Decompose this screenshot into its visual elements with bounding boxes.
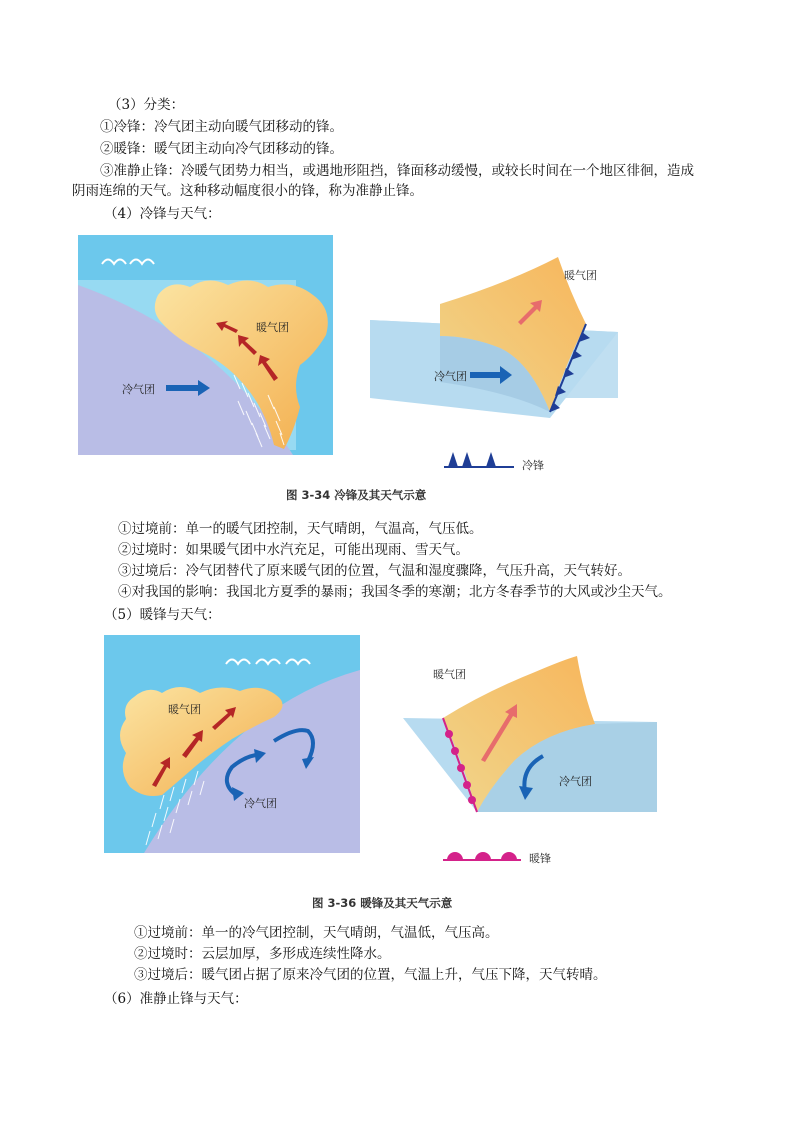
cold-front-cross-section-diagram <box>78 235 333 455</box>
figure-3-34-caption: 图 3-34 冷锋及其天气示意 <box>286 488 427 502</box>
section3-item-cold-front: ①冷锋：冷气团主动向暖气团移动的锋。 <box>100 119 343 135</box>
warm-front-legend-symbol <box>447 852 517 860</box>
warm-air-label: 暖气团 <box>256 321 289 334</box>
cold-air-label: 冷气团 <box>122 383 155 396</box>
section3-item-warm-front: ②暖锋：暖气团主动向冷气团移动的锋。 <box>100 141 343 157</box>
warm-front-cross-section-diagram <box>104 635 360 853</box>
section3-item-stationary-front: ③准静止锋：冷暖气团势力相当，或遇地形阻挡，锋面移动缓慢，或较长时间在一个地区徘徊，造成 <box>100 163 694 179</box>
section3-heading: （3）分类： <box>108 97 185 113</box>
right-warm-air-label: 暖气团 <box>433 668 466 681</box>
figure-3-36-caption: 图 3-36 暖锋及其天气示意 <box>312 896 453 910</box>
cold-front-during: ②过境时：如果暖气团中水汽充足，可能出现雨、雪天气。 <box>118 542 469 558</box>
cold-air-label: 冷气团 <box>244 797 277 810</box>
warm-front-before: ①过境前：单一的冷气团控制，天气晴朗，气温低，气压高。 <box>134 925 499 941</box>
cold-front-legend-symbol <box>448 452 496 467</box>
cold-front-before: ①过境前：单一的暖气团控制，天气晴朗，气温高，气压低。 <box>118 521 483 537</box>
warm-front-3d-diagram <box>395 652 675 872</box>
warm-front-during: ②过境时：云层加厚，多形成连续性降水。 <box>134 946 391 962</box>
cold-front-legend-label: 冷锋 <box>522 459 544 472</box>
right-cold-air-label: 冷气团 <box>434 370 467 383</box>
cold-front-after: ③过境后：冷气团替代了原来暖气团的位置，气温和湿度骤降，气压升高，天气转好。 <box>118 563 631 579</box>
cold-front-3d-diagram <box>360 252 640 482</box>
section5-heading: （5）暖锋与天气： <box>104 607 221 623</box>
warm-front-legend-label: 暖锋 <box>529 852 551 865</box>
section6-heading: （6）准静止锋与天气： <box>104 991 248 1007</box>
right-warm-air-label: 暖气团 <box>564 269 597 282</box>
warm-air-label: 暖气团 <box>168 703 201 716</box>
section4-heading: （4）冷锋与天气： <box>104 206 221 222</box>
warm-front-after: ③过境后：暖气团占据了原来冷气团的位置，气温上升，气压下降，天气转晴。 <box>134 967 607 983</box>
section3-item-stationary-front-cont: 阴雨连绵的天气。这种移动幅度很小的锋，称为准静止锋。 <box>72 183 423 199</box>
cold-front-impact: ④对我国的影响：我国北方夏季的暴雨；我国冬季的寒潮；北方冬春季节的大风或沙尘天气。 <box>118 584 672 600</box>
right-cold-air-label: 冷气团 <box>559 775 592 788</box>
